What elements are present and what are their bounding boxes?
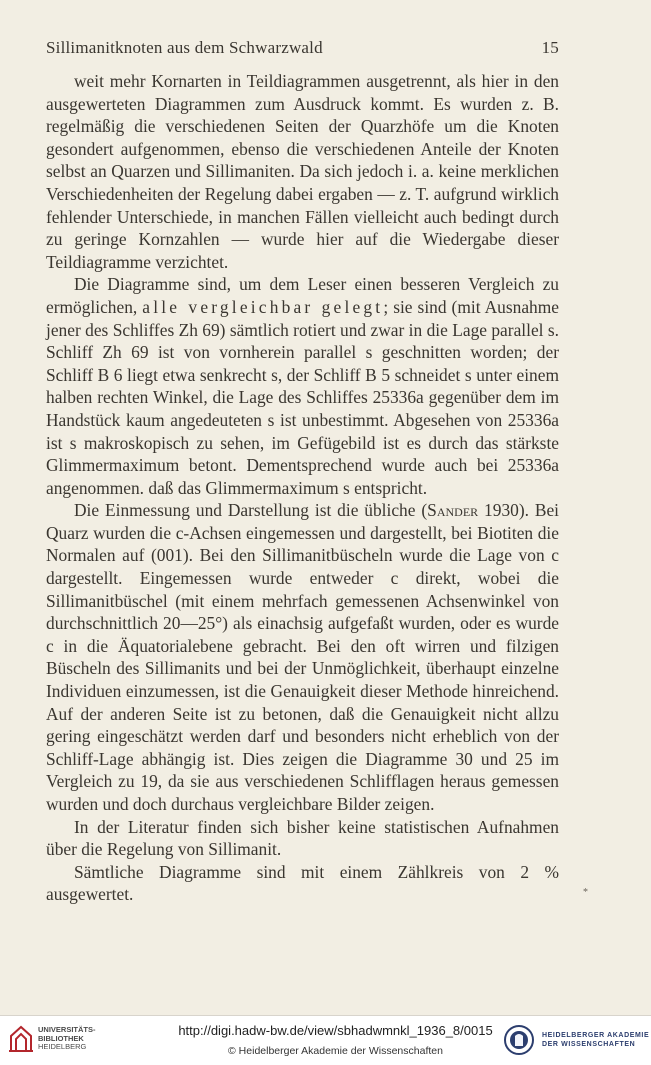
paragraph-run: weit mehr Kornarten in Teildiagrammen ausgetrennt, als hier in den ausgewerteten Diagrammen zum Ausdruck kommt. Es wurden z. B. regelmäßig die verschiedenen Seiten der Quarzhöfe um die Knoten gesondert aufgenommen, ebenso die verschiedenen Anteile der Knoten selbst an Quarzen und Sillimaniten. Da sich jedoch i. a. keine merklichen Verschiedenheiten der Regelung dabei ergaben — z. T. aufgrund wirklich fehlender Unterschiede, in manchen Fällen vielleicht auch bedingt durch zu geringe Kornzahlen — wurde hier auf die Wiedergabe dieser Teildiagramme verzichtet. — [46, 71, 559, 272]
academy-name — [542, 1031, 649, 1049]
running-head — [46, 38, 559, 62]
digitization-footer — [0, 1015, 651, 1065]
library-line-1: UNIVERSITÄTS- — [38, 1025, 96, 1034]
library-line-3: HEIDELBERG — [38, 1042, 87, 1051]
body-text — [46, 70, 559, 906]
paragraph-4 — [46, 816, 559, 861]
paragraph-run: Die Diagramme sind, um dem Leser einen besseren Vergleich zu ermöglichen, — [46, 274, 559, 317]
permalink-url[interactable]: http://digi.hadw-bw.de/view/sbhadwmnkl_1936_8/0015 — [178, 1023, 493, 1038]
paragraph-run: In der Literatur finden sich bisher keine statistischen Aufnahmen über die Regelung von Sillimanit. — [46, 816, 559, 860]
academy-line-1: HEIDELBERGER AKADEMIE — [542, 1032, 650, 1039]
page-number: 15 — [541, 38, 559, 57]
library-line-2: BIBLIOTHEK — [38, 1033, 84, 1043]
paragraph-run: alle vergleichbar gelegt — [142, 296, 384, 317]
margin-mark: * — [583, 887, 588, 898]
paragraph-run: ; sie sind (mit Ausnahme jener des Schliffes Zh 69) sämtlich rotiert und zwar in die Lage parallel s. Schliff Zh 69 ist von vornherein parallel s geschnitten worden; der Schliff B 6 liegt etwa senkrecht s, der Schliff B 5 schneidet s unter einem halben rechten Winkel, die Lage des Schliffes 25336a gegenüber dem im Handstück kaum angedeuteten s ist unbestimmt. Abgesehen von 25336a ist s makroskopisch zu sehen, im Gefügebild ist es durch das stärkste Glimmermaximum betont. Dementsprechend wurde auch bei 25336a angenommen. daß das Glimmermaximum s entspricht. — [46, 296, 559, 498]
paragraph-2 — [46, 273, 559, 499]
copyright-notice: © Heidelberger Akademie der Wissenschaften — [228, 1045, 443, 1057]
paragraph-run: 1930). Bei Quarz wurden die c-Achsen eingemessen und dargestellt, bei Biotiten die Normalen auf (001). Bei den Sillimanitbüscheln wurde die Lage von c dargestellt. Eingemessen wurde entweder c direkt, wobei die Sillimanitbüschel (mit einem mehrfach gemessenen Achsenwinkel von durchschnittlich 20—25°) als einachsig aufgefaßt wurden, oder es wurde c in die Äquatorialebene gebracht. Bei den oft wirren und filzigen Büscheln des Sillimanits und bei der Unmöglichkeit, überhaupt einzelne Individuen einzumessen, ist die Genauigkeit dieser Methode hinreichend. Auf der anderen Seite ist zu betonen, daß die Genauigkeit nicht allzu gering eingeschätzt werden darf und besonders nicht erheblich von der Schliff-Lage abhängig ist. Dies zeigen die Diagramme 30 und 25 im Vergleich zu 19, da sie aus verschiedenen Schlifflagen heraus gemessen wurden und doch durchaus vergleichbare Bilder zeigen. — [46, 500, 559, 814]
paragraph-run: Sander — [427, 500, 479, 521]
paragraph-3 — [46, 499, 559, 815]
running-title: Sillimanitknoten aus dem Schwarzwald — [46, 38, 323, 57]
paragraph-run: Die Einmessung und Darstellung ist die übliche ( — [74, 500, 428, 521]
paragraph-5 — [46, 861, 559, 906]
academy-logo-icon[interactable] — [503, 1022, 535, 1058]
paragraph-run: Sämtliche Diagramme sind mit einem Zählkreis von 2 % ausgewertet. — [46, 861, 559, 905]
academy-line-2: DER WISSENSCHAFTEN — [542, 1041, 636, 1048]
paragraph-1 — [46, 70, 559, 273]
